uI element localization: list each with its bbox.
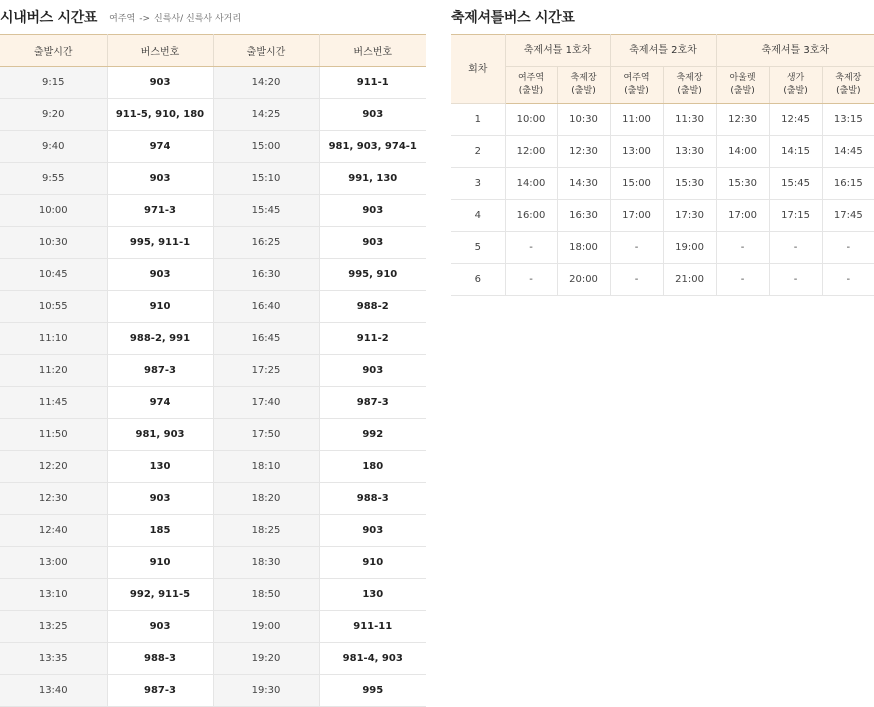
bus-number-cell: 911-11 [319, 611, 426, 643]
departure-time-cell: 14:20 [213, 67, 319, 99]
departure-time-cell: 11:45 [0, 387, 107, 419]
departure-time-cell: 12:40 [0, 515, 107, 547]
departure-time-cell: 10:00 [0, 195, 107, 227]
bus-number-cell: 911-5, 910, 180 [107, 99, 213, 131]
departure-time-cell: 9:55 [0, 163, 107, 195]
table-row [0, 451, 426, 483]
shuttle-group-row [451, 35, 874, 67]
stop-note: (출발) [624, 86, 649, 96]
bus-number-cell: 903 [319, 195, 426, 227]
bus-number-cell: 981, 903, 974-1 [319, 131, 426, 163]
shuttle-subheader [822, 67, 874, 104]
bus-number-cell: 180 [319, 451, 426, 483]
city-bus-title-row [0, 0, 426, 34]
table-row [451, 264, 874, 296]
departure-time-cell: 17:25 [213, 355, 319, 387]
time-cell: - [505, 264, 557, 296]
table-row [0, 67, 426, 99]
bus-number-cell: 995, 911-1 [107, 227, 213, 259]
route-to: 신륵사/ 신륵사 사거리 [154, 13, 242, 24]
departure-time-cell: 18:30 [213, 547, 319, 579]
departure-time-cell: 14:25 [213, 99, 319, 131]
time-cell: 14:00 [716, 136, 769, 168]
bus-number-cell: 988-2, 991 [107, 323, 213, 355]
departure-time-cell: 13:25 [0, 611, 107, 643]
bus-number-cell: 903 [107, 67, 213, 99]
bus-number-cell: 903 [107, 163, 213, 195]
bus-number-cell: 988-2 [319, 291, 426, 323]
bus-number-cell: 903 [107, 259, 213, 291]
time-cell: 15:30 [716, 168, 769, 200]
table-row [0, 579, 426, 611]
time-cell: 13:15 [822, 104, 874, 136]
table-row [451, 104, 874, 136]
stop-name: 축제장 [570, 73, 597, 83]
departure-time-cell: 16:30 [213, 259, 319, 291]
shuttle-subheader [769, 67, 822, 104]
time-cell: 20:00 [557, 264, 610, 296]
table-row [0, 99, 426, 131]
shuttle-table [451, 34, 874, 296]
stop-note: (출발) [783, 86, 808, 96]
bus-number-cell: 911-1 [319, 67, 426, 99]
bus-number-cell: 992, 911-5 [107, 579, 213, 611]
bus-number-cell: 910 [107, 547, 213, 579]
table-row [0, 419, 426, 451]
time-cell: 16:15 [822, 168, 874, 200]
bus-number-cell: 185 [107, 515, 213, 547]
time-cell: 12:00 [505, 136, 557, 168]
time-cell: 15:00 [610, 168, 663, 200]
table-row [0, 259, 426, 291]
departure-time-cell: 16:40 [213, 291, 319, 323]
table-row [451, 200, 874, 232]
time-cell: 16:00 [505, 200, 557, 232]
shuttle-title-row [451, 0, 874, 34]
time-cell: 12:45 [769, 104, 822, 136]
table-row [0, 291, 426, 323]
time-cell: - [822, 232, 874, 264]
time-cell: - [769, 232, 822, 264]
stop-name: 여주역 [517, 73, 545, 83]
time-cell: - [505, 232, 557, 264]
bus-number-cell: 903 [319, 227, 426, 259]
table-row [0, 611, 426, 643]
time-cell: 14:00 [505, 168, 557, 200]
header-departure-time: 출발시간 [213, 35, 319, 67]
stop-name: 생가 [786, 73, 805, 83]
time-cell: - [822, 264, 874, 296]
round-cell: 3 [451, 168, 505, 200]
bus-number-cell: 991, 130 [319, 163, 426, 195]
table-row [0, 387, 426, 419]
bus-number-cell: 910 [319, 547, 426, 579]
departure-time-cell: 11:10 [0, 323, 107, 355]
round-cell: 4 [451, 200, 505, 232]
time-cell: 10:30 [557, 104, 610, 136]
time-cell: - [716, 264, 769, 296]
departure-time-cell: 13:10 [0, 579, 107, 611]
departure-time-cell: 18:25 [213, 515, 319, 547]
table-row [0, 131, 426, 163]
departure-time-cell: 18:10 [213, 451, 319, 483]
time-cell: 17:45 [822, 200, 874, 232]
table-row [451, 168, 874, 200]
bus-number-cell: 974 [107, 131, 213, 163]
time-cell: 11:30 [663, 104, 716, 136]
table-row [0, 547, 426, 579]
table-row [451, 136, 874, 168]
departure-time-cell: 15:45 [213, 195, 319, 227]
time-cell: - [610, 232, 663, 264]
departure-time-cell: 12:30 [0, 483, 107, 515]
city-bus-header-row [0, 35, 426, 67]
time-cell: 10:00 [505, 104, 557, 136]
stop-name: 아울렛 [729, 73, 756, 83]
bus-number-cell: 981, 903 [107, 419, 213, 451]
time-cell: 17:00 [610, 200, 663, 232]
time-cell: - [769, 264, 822, 296]
city-bus-body [0, 67, 426, 707]
time-cell: 12:30 [716, 104, 769, 136]
departure-time-cell: 16:45 [213, 323, 319, 355]
bus-number-cell: 903 [107, 611, 213, 643]
table-row [0, 515, 426, 547]
bus-number-cell: 992 [319, 419, 426, 451]
table-row [0, 195, 426, 227]
bus-number-cell: 987-3 [319, 387, 426, 419]
bus-number-cell: 903 [319, 515, 426, 547]
bus-number-cell: 903 [319, 355, 426, 387]
departure-time-cell: 11:20 [0, 355, 107, 387]
time-cell: 17:00 [716, 200, 769, 232]
header-shuttle-3: 축제셔틀 3호차 [716, 35, 874, 67]
stop-note: (출발) [518, 86, 544, 96]
departure-time-cell: 17:40 [213, 387, 319, 419]
bus-number-cell: 130 [107, 451, 213, 483]
table-row [0, 163, 426, 195]
header-departure-time: 출발시간 [0, 35, 107, 67]
departure-time-cell: 13:35 [0, 643, 107, 675]
table-row [0, 227, 426, 259]
stop-note: (출발) [836, 86, 861, 96]
time-cell: 21:00 [663, 264, 716, 296]
departure-time-cell: 16:25 [213, 227, 319, 259]
city-bus-table [0, 34, 426, 707]
time-cell: 14:30 [557, 168, 610, 200]
round-cell: 2 [451, 136, 505, 168]
departure-time-cell: 17:50 [213, 419, 319, 451]
departure-time-cell: 9:20 [0, 99, 107, 131]
shuttle-subheader [663, 67, 716, 104]
bus-number-cell: 987-3 [107, 675, 213, 707]
bus-number-cell: 911-2 [319, 323, 426, 355]
table-row [0, 323, 426, 355]
departure-time-cell: 19:00 [213, 611, 319, 643]
time-cell: 16:30 [557, 200, 610, 232]
stop-note: (출발) [571, 86, 596, 96]
departure-time-cell: 19:20 [213, 643, 319, 675]
time-cell: - [610, 264, 663, 296]
header-round: 회차 [451, 35, 505, 104]
departure-time-cell: 11:50 [0, 419, 107, 451]
departure-time-cell: 10:45 [0, 259, 107, 291]
time-cell: - [716, 232, 769, 264]
bus-number-cell: 971-3 [107, 195, 213, 227]
stop-name: 축제장 [676, 73, 703, 83]
time-cell: 15:45 [769, 168, 822, 200]
time-cell: 11:00 [610, 104, 663, 136]
shuttle-title: 축제셔틀버스 시간표 [451, 10, 575, 26]
departure-time-cell: 9:40 [0, 131, 107, 163]
bus-number-cell: 974 [107, 387, 213, 419]
time-cell: 17:30 [663, 200, 716, 232]
bus-number-cell: 995, 910 [319, 259, 426, 291]
route-from: 여주역 [109, 13, 136, 24]
shuttle-subheader-row [451, 67, 874, 104]
shuttle-subheader [610, 67, 663, 104]
round-cell: 6 [451, 264, 505, 296]
route-description [109, 11, 241, 24]
bus-number-cell: 988-3 [319, 483, 426, 515]
table-row [0, 355, 426, 387]
departure-time-cell: 15:10 [213, 163, 319, 195]
shuttle-body [451, 104, 874, 296]
bus-number-cell: 903 [107, 483, 213, 515]
header-shuttle-2: 축제셔틀 2호차 [610, 35, 716, 67]
departure-time-cell: 9:15 [0, 67, 107, 99]
header-shuttle-1: 축제셔틀 1호차 [505, 35, 610, 67]
stop-name: 축제장 [835, 73, 862, 83]
city-bus-title: 시내버스 시간표 [0, 10, 98, 26]
bus-number-cell: 987-3 [107, 355, 213, 387]
departure-time-cell: 18:20 [213, 483, 319, 515]
shuttle-subheader [505, 67, 557, 104]
time-cell: 13:30 [663, 136, 716, 168]
time-cell: 13:00 [610, 136, 663, 168]
time-cell: 12:30 [557, 136, 610, 168]
stop-note: (출발) [677, 86, 702, 96]
round-cell: 1 [451, 104, 505, 136]
route-arrow: -> [139, 13, 151, 24]
bus-number-cell: 988-3 [107, 643, 213, 675]
departure-time-cell: 15:00 [213, 131, 319, 163]
bus-number-cell: 903 [319, 99, 426, 131]
table-row [0, 675, 426, 707]
shuttle-section [451, 0, 874, 296]
time-cell: 14:15 [769, 136, 822, 168]
table-row [0, 643, 426, 675]
shuttle-subheader [716, 67, 769, 104]
time-cell: 14:45 [822, 136, 874, 168]
time-cell: 19:00 [663, 232, 716, 264]
header-bus-number: 버스번호 [107, 35, 213, 67]
time-cell: 15:30 [663, 168, 716, 200]
shuttle-subheader [557, 67, 610, 104]
stop-name: 여주역 [623, 73, 650, 83]
bus-number-cell: 130 [319, 579, 426, 611]
departure-time-cell: 13:40 [0, 675, 107, 707]
round-cell: 5 [451, 232, 505, 264]
time-cell: 17:15 [769, 200, 822, 232]
time-cell: 18:00 [557, 232, 610, 264]
bus-number-cell: 981-4, 903 [319, 643, 426, 675]
header-bus-number: 버스번호 [319, 35, 426, 67]
stop-note: (출발) [730, 86, 755, 96]
departure-time-cell: 10:30 [0, 227, 107, 259]
bus-number-cell: 910 [107, 291, 213, 323]
departure-time-cell: 10:55 [0, 291, 107, 323]
bus-number-cell: 995 [319, 675, 426, 707]
table-row [451, 232, 874, 264]
departure-time-cell: 19:30 [213, 675, 319, 707]
departure-time-cell: 18:50 [213, 579, 319, 611]
city-bus-section [0, 0, 426, 707]
departure-time-cell: 12:20 [0, 451, 107, 483]
departure-time-cell: 13:00 [0, 547, 107, 579]
table-row [0, 483, 426, 515]
